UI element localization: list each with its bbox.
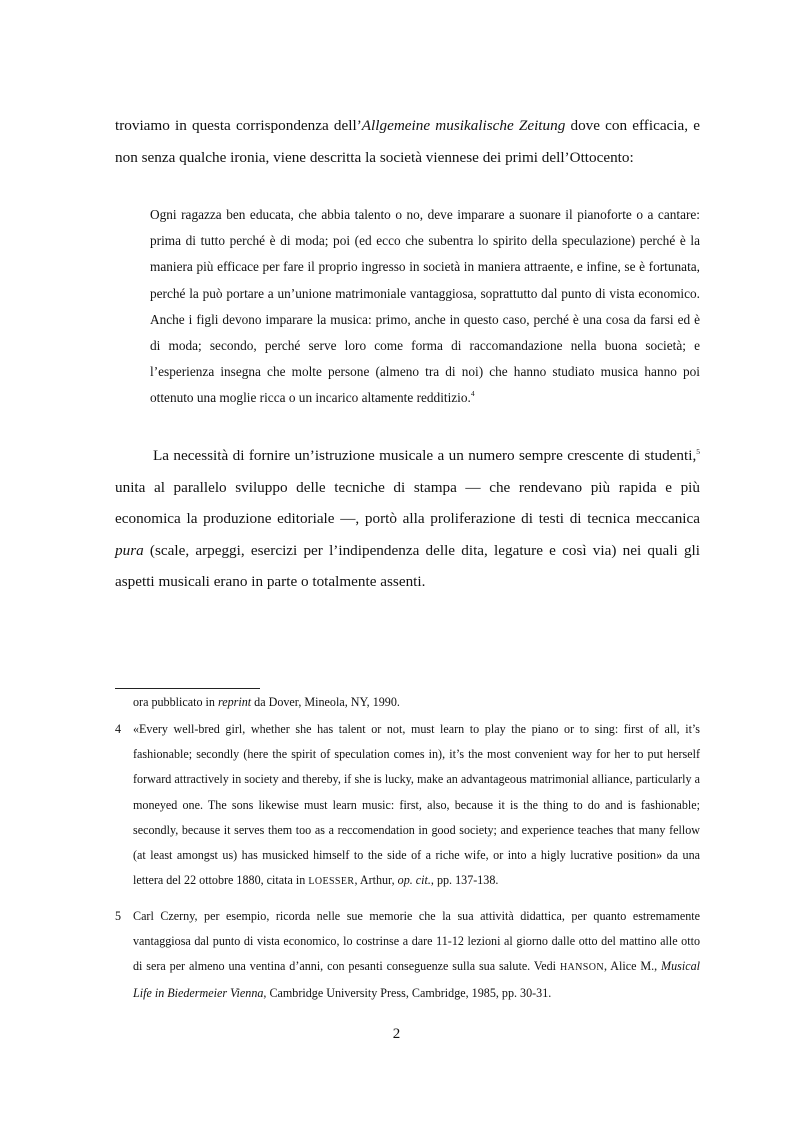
text-run: unita al parallelo sviluppo delle tecniche di stampa — che rendevano più rapida e più economica la produzione editoriale —, portò alla proliferazione di testi di tecnica meccanica [115,478,700,527]
text-run: da Dover, Mineola, NY, 1990. [251,695,400,709]
body-paragraph-main [115,440,700,598]
footnote-number: 5 [115,909,122,923]
italic-term: op. cit. [397,873,431,888]
footnote-5 [115,904,700,1006]
body-paragraph-intro [115,110,700,173]
journal-title-italic: Allgemeine musikalische Zeitung [361,117,566,134]
page-number: 2 [392,1026,401,1042]
text-run: La necessità di fornire un’istruzione musicale a un numero sempre crescente di studenti, [153,447,697,464]
text-run: (scale, arpeggi, esercizi per l’indipendenza delle dita, legature e così via) nei quali gli aspetti musicali erano in parte o totalmente assenti. [115,541,700,590]
author-smallcaps: HANSON [559,962,605,974]
book-title-italic: Musical Life in Biedermeier Vienna [133,959,700,1000]
text-run: Carl Czerny, per esempio, ricorda nelle sue memorie che la sua attività didattica, per quanto estremamente vantaggiosa dal punto di vista economico, lo costrinse a dare 11-12 lezioni al giorno dalle otto del mattino alle otto di sera per almeno una ventina d’anni, con pesanti conseguenze sulla sua salute. Vedi [133,909,700,974]
footnote-ref-5[interactable]: 5 [696,447,700,456]
block-quote [150,202,700,412]
text-run: , pp. 137-138. [430,873,499,888]
quote-text: Ogni ragazza ben educata, che abbia talento o no, deve imparare a suonare il pianoforte o a cantare: prima di tutto perché è di moda; poi (ed ecco che subentra lo spirito della speculazione) perché è la maniera più efficace per fare il proprio ingresso in società in maniera attraente, e infine, se è fortunata, perché la può portare a un’unione matrimoniale vantaggiosa, soprattutto dal punto di vista economico. Anche i figli devono imparare la musica: primo, anche in questo caso, perché è una cosa da farsi ed è di moda; secondo, perché serve loro come forma di raccomandazione nella buona società; e l’esperienza insegna che molte persone (almeno tra di noi) che hanno studiato musica hanno poi ottenuto una moglie ricca o un incarico altamente redditizio. [150,207,700,406]
footnote-continuation [115,690,700,715]
text-run: , Alice M., [604,959,662,974]
footnote-ref-4[interactable]: 4 [470,389,475,399]
italic-term: reprint [217,695,252,709]
text-run: , Arthur, [354,873,398,888]
author-smallcaps: LOESSER [308,876,355,888]
footnote-4 [115,717,700,894]
italic-term: pura [115,541,144,559]
text-run: dove con efficacia, e non senza qualche ironia, viene descritta la società viennese dei primi dell’Ottocento: [115,117,700,166]
text-run: ora pubblicato in [133,695,218,709]
text-run: troviamo in questa corrispondenza dell’ [115,117,362,134]
footnote-separator [115,688,260,689]
text-run: «Every well-bred girl, whether she has talent or not, must learn to play the piano or to sing: first of all, it’s fashionable; secondly (here the spirit of speculation comes in), it’s the most convenient way for her to put herself forward attractively in society and thereby, if she is lucky, make an advantageous matrimonial alliance, particularly a moneyed one. The sons likewise must learn music: first, also, because it is the thing to do and is fashionable; secondly, because it serves them too as a reccomendation in good society; and experience teaches that many fellow (at least amongst us) has musicked himself to the side of a riche wife, or into a higly lucrative position» da una lettera del 22 ottobre 1880, citata in [133,722,700,888]
text-run: , Cambridge University Press, Cambridge, 1985, pp. 30-31. [263,985,552,1000]
footnote-number: 4 [115,722,122,736]
